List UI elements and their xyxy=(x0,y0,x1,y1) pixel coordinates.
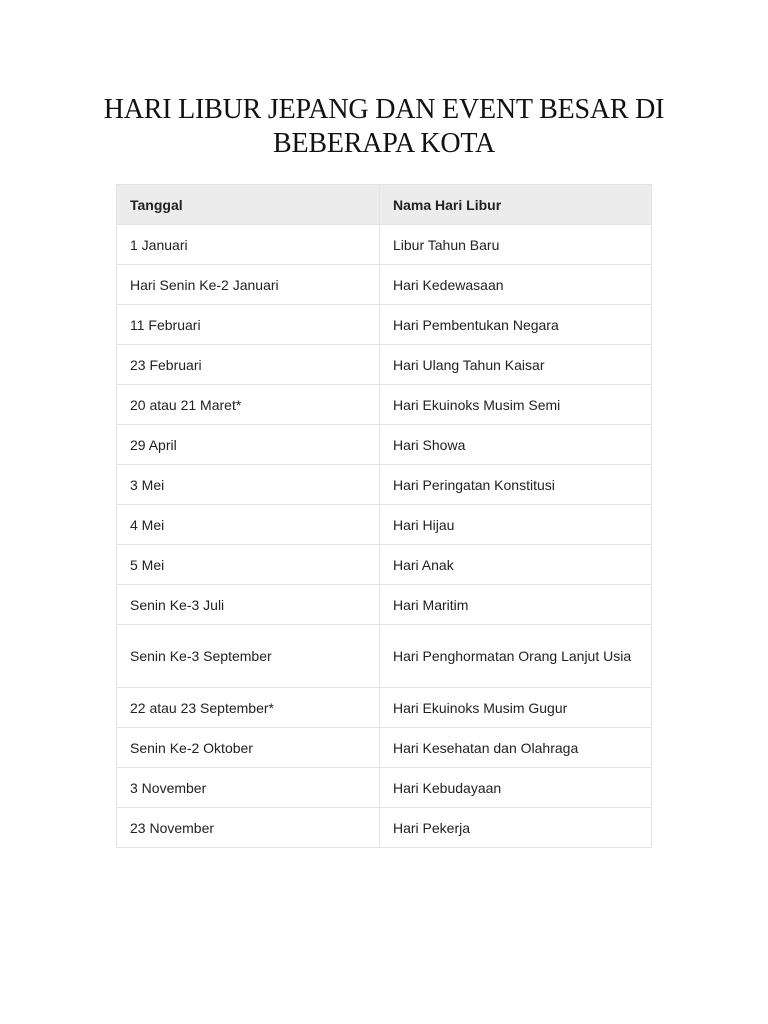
header-nama-hari-libur: Nama Hari Libur xyxy=(380,185,652,225)
page-title: HARI LIBUR JEPANG DAN EVENT BESAR DI BEBERAPA KOTA xyxy=(103,94,665,159)
cell-holiday: Hari Kedewasaan xyxy=(380,265,652,305)
cell-holiday: Hari Hijau xyxy=(380,505,652,545)
table-row xyxy=(117,625,652,688)
cell-date: 29 April xyxy=(117,425,380,465)
cell-holiday: Libur Tahun Baru xyxy=(380,225,652,265)
table-row xyxy=(117,585,652,625)
cell-date: Senin Ke-3 September xyxy=(117,625,380,688)
cell-holiday: Hari Ekuinoks Musim Semi xyxy=(380,385,652,425)
cell-holiday: Hari Pembentukan Negara xyxy=(380,305,652,345)
cell-holiday: Hari Showa xyxy=(380,425,652,465)
table-row xyxy=(117,465,652,505)
table-row xyxy=(117,808,652,848)
table-row xyxy=(117,768,652,808)
table-row xyxy=(117,545,652,585)
cell-holiday: Hari Maritim xyxy=(380,585,652,625)
cell-holiday: Hari Kesehatan dan Olahraga xyxy=(380,728,652,768)
table-row xyxy=(117,505,652,545)
cell-date: 20 atau 21 Maret* xyxy=(117,385,380,425)
table-row xyxy=(117,728,652,768)
table-row xyxy=(117,225,652,265)
cell-holiday: Hari Penghormatan Orang Lanjut Usia xyxy=(380,625,652,688)
cell-date: 3 Mei xyxy=(117,465,380,505)
cell-date: 1 Januari xyxy=(117,225,380,265)
cell-date: 4 Mei xyxy=(117,505,380,545)
table-row xyxy=(117,385,652,425)
cell-date: 11 Februari xyxy=(117,305,380,345)
cell-holiday: Hari Peringatan Konstitusi xyxy=(380,465,652,505)
cell-holiday: Hari Anak xyxy=(380,545,652,585)
cell-date: 22 atau 23 September* xyxy=(117,688,380,728)
holiday-table xyxy=(116,184,652,848)
cell-date: 23 Februari xyxy=(117,345,380,385)
header-tanggal: Tanggal xyxy=(117,185,380,225)
table-header-row xyxy=(117,185,652,225)
table-row xyxy=(117,305,652,345)
cell-date: Senin Ke-3 Juli xyxy=(117,585,380,625)
cell-date: Hari Senin Ke-2 Januari xyxy=(117,265,380,305)
table-row xyxy=(117,345,652,385)
cell-holiday: Hari Kebudayaan xyxy=(380,768,652,808)
cell-date: 3 November xyxy=(117,768,380,808)
cell-date: 5 Mei xyxy=(117,545,380,585)
table-row xyxy=(117,425,652,465)
cell-holiday: Hari Ekuinoks Musim Gugur xyxy=(380,688,652,728)
cell-holiday: Hari Ulang Tahun Kaisar xyxy=(380,345,652,385)
cell-date: Senin Ke-2 Oktober xyxy=(117,728,380,768)
table-row xyxy=(117,688,652,728)
cell-holiday: Hari Pekerja xyxy=(380,808,652,848)
cell-date: 23 November xyxy=(117,808,380,848)
table-row xyxy=(117,265,652,305)
